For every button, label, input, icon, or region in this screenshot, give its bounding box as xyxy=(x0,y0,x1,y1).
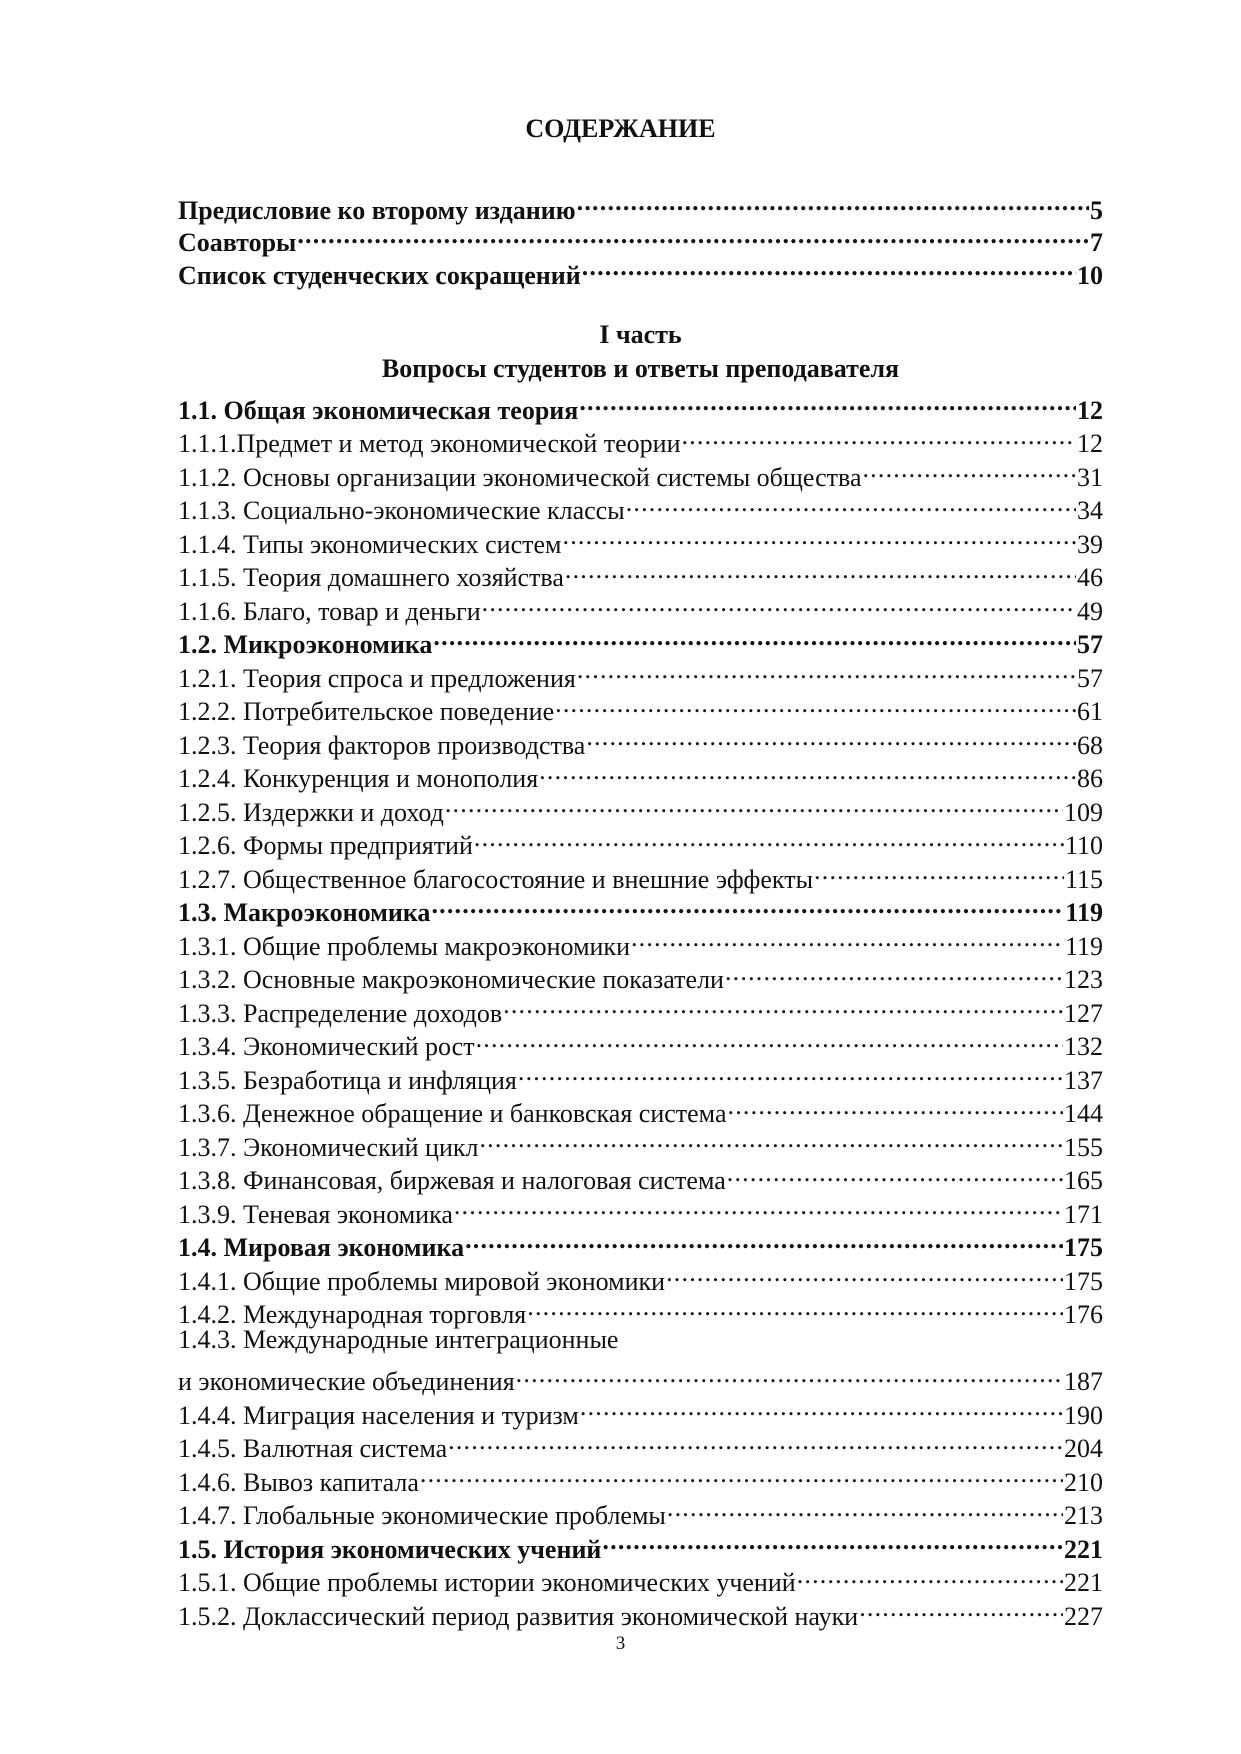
toc-entry-label: 1.2. Микроэкономика xyxy=(178,630,433,659)
toc-entry-label: Соавторы xyxy=(178,228,297,257)
toc-entry-page: 221 xyxy=(1064,1534,1103,1564)
toc-entry-label: и экономические объединения xyxy=(178,1367,515,1396)
toc-entry-label: 1.1.6. Благо, товар и деньги xyxy=(178,596,481,626)
toc-entry[interactable] xyxy=(178,186,1103,225)
toc-entry-page: 86 xyxy=(1077,764,1103,793)
toc-main-list xyxy=(178,385,1103,1631)
toc-entry-page: 57 xyxy=(1077,630,1103,659)
dot-leader xyxy=(862,452,1076,486)
toc-entry-label: 1.4.3. Международные интеграционные xyxy=(178,1325,619,1354)
toc-entry-page: 12 xyxy=(1077,395,1103,425)
dot-leader xyxy=(476,1022,1063,1056)
page-title: СОДЕРЖАНИЕ xyxy=(525,114,716,143)
toc-entry-label: 1.4.7. Глобальные экономические проблемы xyxy=(178,1501,666,1530)
dot-leader xyxy=(433,620,1076,654)
toc-entry[interactable] xyxy=(178,1357,1103,1396)
dot-leader xyxy=(602,1524,1063,1558)
dot-leader xyxy=(539,754,1076,788)
toc-entry-label: 1.2.3. Теория факторов производства xyxy=(178,730,586,760)
toc-entry-label: 1.5. История экономических учений xyxy=(178,1534,602,1564)
toc-entry-label: 1.1.2. Основы организации экономической системы общества xyxy=(178,462,862,492)
toc-entry-label: 1.2.4. Конкуренция и монополия xyxy=(178,764,539,793)
toc-section-entry[interactable] xyxy=(178,385,1103,425)
toc-entry-page: 115 xyxy=(1064,864,1103,894)
toc-entry-page: 210 xyxy=(1064,1467,1103,1497)
toc-entry-page: 137 xyxy=(1064,1065,1103,1095)
dot-leader xyxy=(814,854,1064,888)
toc-entry-page: 68 xyxy=(1077,730,1103,760)
toc-entry-page: 110 xyxy=(1064,831,1103,860)
toc-entry-label: 1.4. Мировая экономика xyxy=(178,1233,465,1262)
toc-entry-page: 119 xyxy=(1065,898,1103,927)
toc-entry-page: 10 xyxy=(1077,260,1103,290)
dot-leader xyxy=(579,385,1076,419)
dot-leader xyxy=(666,1256,1063,1290)
dot-leader xyxy=(859,1591,1063,1625)
toc-entry-page: 12 xyxy=(1077,429,1103,458)
toc-entry-page: 57 xyxy=(1077,663,1103,693)
toc-entry-page: 34 xyxy=(1077,496,1103,525)
dot-leader xyxy=(503,988,1063,1022)
toc-entry-page: 49 xyxy=(1077,596,1103,626)
toc-entry-label: 1.2.7. Общественное благосостояние и внешние эффекты xyxy=(178,864,814,894)
toc-entry-label: 1.1. Общая экономическая теория xyxy=(178,395,579,425)
dot-leader xyxy=(563,519,1077,553)
toc-entry-label: 1.2.6. Формы предприятий xyxy=(178,831,473,860)
dot-leader xyxy=(297,219,1089,252)
dot-leader xyxy=(728,1089,1063,1123)
toc-entry-label: 1.4.1. Общие проблемы мировой экономики xyxy=(178,1266,666,1296)
dot-leader xyxy=(586,720,1076,754)
toc-entry[interactable] xyxy=(178,219,1103,257)
toc-entry-page: 213 xyxy=(1064,1501,1103,1530)
toc-entry-label: 1.3.5. Безработица и инфляция xyxy=(178,1065,517,1095)
toc-entry-label: 1.4.4. Миграция населения и туризм xyxy=(178,1400,579,1430)
dot-leader xyxy=(474,821,1064,855)
dot-leader xyxy=(516,1357,1063,1391)
toc-entry-label: 1.3.7. Экономический цикл xyxy=(178,1132,479,1162)
toc-entry-page: 227 xyxy=(1064,1601,1103,1631)
dot-leader xyxy=(518,1055,1063,1089)
part-heading xyxy=(178,318,1103,385)
toc-entry-page: 132 xyxy=(1064,1032,1103,1061)
toc-entry-page: 46 xyxy=(1077,563,1103,592)
toc-entry-page: 175 xyxy=(1064,1266,1103,1296)
dot-leader xyxy=(577,653,1076,687)
toc-entry-label: Предисловие ко второму изданию xyxy=(178,195,576,225)
toc-entry-page: 190 xyxy=(1064,1400,1103,1430)
dot-leader xyxy=(465,1223,1063,1257)
toc-entry-page: 123 xyxy=(1064,965,1103,994)
dot-leader xyxy=(797,1558,1063,1592)
page-number: 3 xyxy=(615,1633,626,1654)
toc-entry-label: 1.3.9. Теневая экономика xyxy=(178,1199,453,1229)
toc-entry-label: 1.1.5. Теория домашнего хозяйства xyxy=(178,563,564,592)
dot-leader xyxy=(626,486,1076,520)
dot-leader xyxy=(727,1156,1063,1190)
toc-entry-page: 155 xyxy=(1064,1132,1103,1162)
toc-entry-label: 1.4.2. Международная торговля xyxy=(178,1300,527,1329)
toc-entry-label: 1.5.2. Доклассический период развития экономической науки xyxy=(178,1601,859,1631)
dot-leader xyxy=(479,1122,1063,1156)
dot-leader xyxy=(725,955,1063,989)
dot-leader xyxy=(681,419,1076,453)
toc-entry-label: 1.3.6. Денежное обращение и банковская система xyxy=(178,1099,727,1128)
toc-intro-list xyxy=(178,186,1103,290)
toc-entry-page: 109 xyxy=(1064,797,1103,827)
toc-entry-page: 221 xyxy=(1064,1568,1103,1597)
toc-entry-page: 5 xyxy=(1090,195,1103,225)
dot-leader xyxy=(565,553,1076,587)
toc-entry[interactable] xyxy=(178,1323,1103,1357)
toc-entry-label: 1.1.3. Социально-экономические классы xyxy=(178,496,625,525)
dot-leader xyxy=(482,586,1076,620)
toc-entry[interactable] xyxy=(178,251,1103,290)
toc-entry-label: 1.3.1. Общие проблемы макроэкономики xyxy=(178,931,630,961)
dot-leader xyxy=(555,687,1076,721)
toc-entry-label: 1.3.4. Экономический рост xyxy=(178,1032,475,1061)
toc-entry-label: 1.4.5. Валютная система xyxy=(178,1434,448,1463)
toc-entry-page: 165 xyxy=(1064,1166,1103,1195)
toc-entry-page: 31 xyxy=(1077,462,1103,492)
toc-entry-page: 61 xyxy=(1077,697,1103,726)
dot-leader xyxy=(454,1189,1063,1223)
toc-entry-label: 1.4.6. Вывоз капитала xyxy=(178,1467,419,1497)
toc-entry-label: 1.3. Макроэкономика xyxy=(178,898,431,927)
dot-leader xyxy=(577,186,1089,219)
toc-entry-label: 1.3.2. Основные макроэкономические показатели xyxy=(178,965,724,994)
toc-entry-label: 1.3.8. Финансовая, биржевая и налоговая система xyxy=(178,1166,726,1195)
toc-entry-label: 1.3.3. Распределение доходов xyxy=(178,998,503,1028)
dot-leader xyxy=(631,921,1064,955)
toc-entry-page: 144 xyxy=(1064,1099,1103,1128)
toc-entry-label: Список студенческих сокращений xyxy=(178,260,581,290)
dot-leader xyxy=(448,1424,1063,1458)
dot-leader xyxy=(582,251,1076,284)
dot-leader xyxy=(667,1491,1063,1525)
toc-entry-page: 187 xyxy=(1064,1367,1103,1396)
toc-entry-page: 204 xyxy=(1064,1434,1103,1463)
toc-entry-page: 39 xyxy=(1077,529,1103,559)
toc-entry-page: 119 xyxy=(1064,931,1103,961)
toc-entry-label: 1.2.2. Потребительское поведение xyxy=(178,697,555,726)
toc-entry-page: 171 xyxy=(1064,1199,1103,1229)
dot-leader xyxy=(420,1457,1063,1491)
toc-entry-label: 1.1.1.Предмет и метод экономической теории xyxy=(178,429,681,458)
dot-leader xyxy=(527,1290,1063,1324)
part-title: Вопросы студентов и ответы преподавателя xyxy=(381,353,900,383)
part-number: I часть xyxy=(599,320,682,349)
toc-entry-label: 1.2.5. Издержки и доход xyxy=(178,797,444,827)
toc-entry-page: 7 xyxy=(1090,228,1103,257)
dot-leader xyxy=(431,888,1064,922)
toc-entry-page: 127 xyxy=(1064,998,1103,1028)
toc-entry-label: 1.1.4. Типы экономических систем xyxy=(178,529,562,559)
toc-entry-label: 1.2.1. Теория спроса и предложения xyxy=(178,663,576,693)
toc-entry-label: 1.5.1. Общие проблемы истории экономических учений xyxy=(178,1568,796,1597)
toc-entry-page: 175 xyxy=(1064,1233,1103,1262)
dot-leader xyxy=(445,787,1063,821)
dot-leader xyxy=(580,1390,1063,1424)
toc-entry-page: 176 xyxy=(1064,1300,1103,1329)
